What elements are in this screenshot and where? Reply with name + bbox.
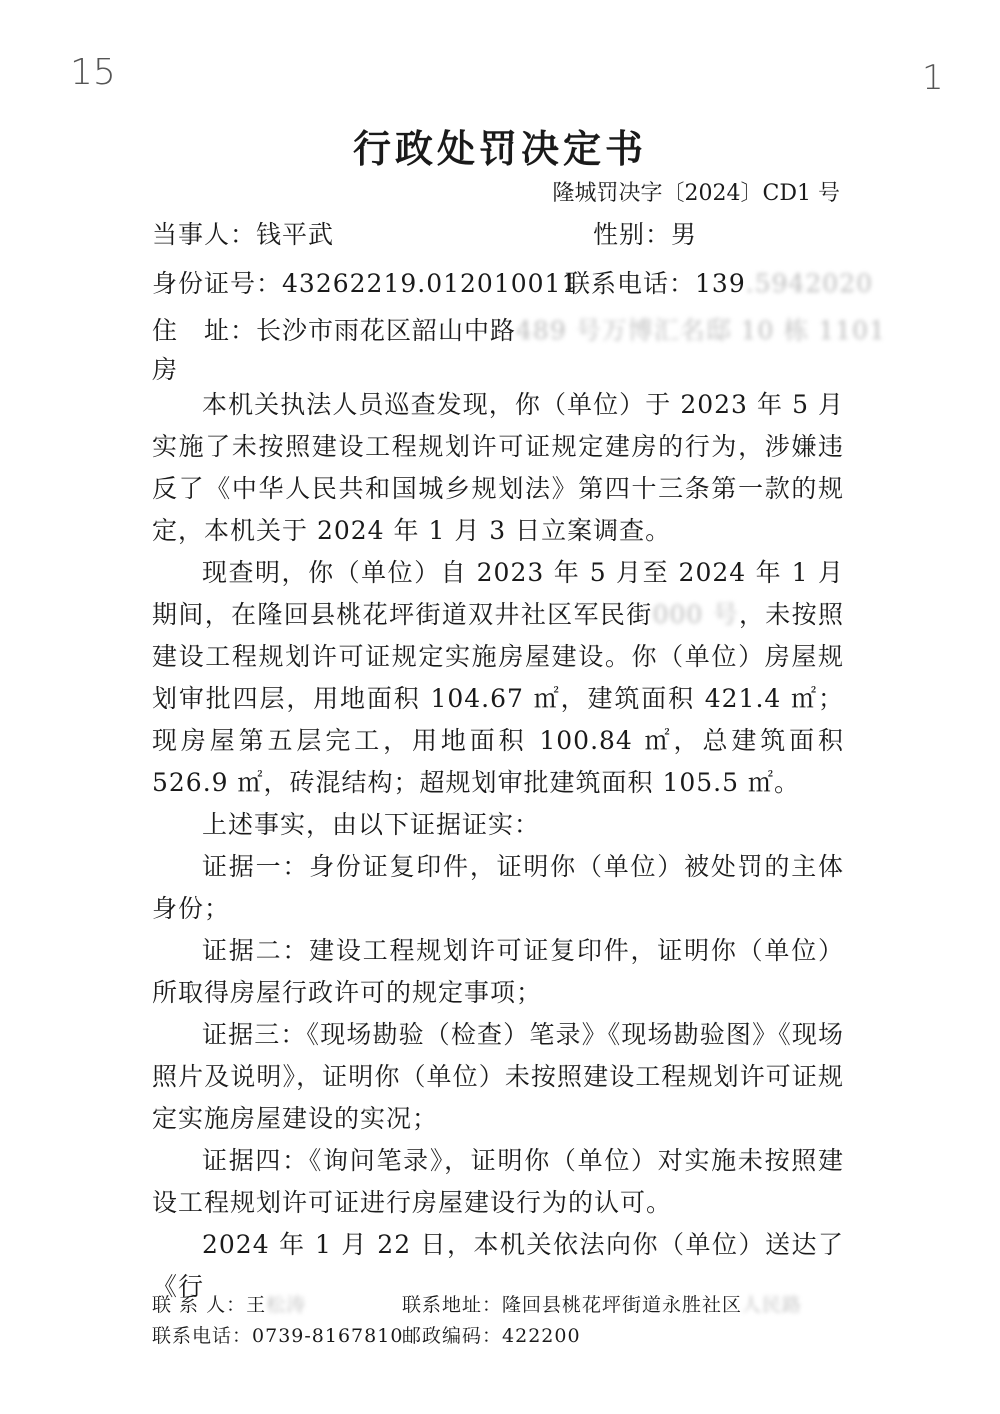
party-id-label: 身份证号： <box>152 269 283 298</box>
paragraph-inspection-finding: 本机关执法人员巡查发现，你（单位）于 2023 年 5 月实施了未按照建设工程规划许可证规定建房的行为，涉嫌违反了《中华人民共和国城乡规划法》第四十三条第一款的规定，本机关于 2024 年 1 月 3 日立案调查。 <box>152 390 844 545</box>
party-gender-label: 性别： <box>593 220 672 249</box>
footer-address-label: 联系地址： <box>402 1294 503 1316</box>
footer-contact-person <box>152 1290 306 1317</box>
party-address-continuation: 房 <box>152 355 179 384</box>
party-phone-redacted: .5942020 <box>745 269 874 298</box>
footer-address-redacted: 人民路 <box>742 1294 803 1316</box>
party-name-label: 当事人： <box>152 220 257 249</box>
party-name-value: 钱平武 <box>256 220 335 249</box>
footer-address-value: 隆回县桃花坪街道永胜社区 <box>502 1294 743 1316</box>
paragraph-service-notice: 2024 年 1 月 22 日，本机关依法向你（单位）送达了《行 <box>152 1230 844 1301</box>
footer-phone-value: 0739-8167810 <box>252 1325 404 1347</box>
party-address-value: 长沙市雨花区韶山中路 <box>256 316 517 345</box>
footer-postcode-label: 邮政编码： <box>402 1325 503 1347</box>
footer-contact-value: 王 <box>246 1294 267 1316</box>
footer-postcode-value: 422200 <box>502 1325 581 1347</box>
footer-postcode <box>402 1321 581 1348</box>
facts-text-part1: 现查明，你（单位）自 2023 年 5 月至 2024 年 1 月期间，在隆回县桃花坪街道双井社区军民街 <box>152 558 844 629</box>
paragraph-evidence-3: 证据三：《现场勘验（检查）笔录》《现场勘验图》《现场照片及说明》，证明你（单位）未按照建设工程规划许可证规定实施房屋建设的实况； <box>152 1020 844 1133</box>
paragraph-evidence-2: 证据二：建设工程规划许可证复印件，证明你（单位）所取得房屋行政许可的规定事项； <box>152 936 844 1007</box>
party-name-row <box>152 215 334 251</box>
facts-text-part2: ，未按照建设工程规划许可证规定实施房屋建设。你（单位）房屋规划审批四层，用地面积 104.67 ㎡，建筑面积 421.4 ㎡；现房屋第五层完工，用地面积 100.84 ㎡，总建筑面积 526.9 ㎡，砖混结构；超规划审批建筑面积 105.5 ㎡。 <box>152 600 844 797</box>
handwritten-page-mark-left: 15 <box>70 52 116 93</box>
footer-address <box>402 1290 802 1317</box>
document-number: 隆城罚决字〔2024〕CD1 号 <box>552 181 840 206</box>
footer-contact-redacted: 松涛 <box>266 1294 307 1316</box>
party-gender-value: 男 <box>671 220 698 249</box>
party-address-redacted: 489 号万博汇名邸 10 栋 1101 <box>516 316 886 345</box>
handwritten-page-mark-right: 1 <box>922 58 944 98</box>
footer-contact-label: 联 系 人： <box>152 1294 247 1316</box>
document-title: 行政处罚决定书 <box>352 126 647 171</box>
footer-phone-label: 联系电话： <box>152 1325 253 1347</box>
paragraph-evidence-1: 证据一：身份证复印件，证明你（单位）被处罚的主体身份； <box>152 852 844 923</box>
paragraph-evidence-intro: 上述事实，由以下证据证实： <box>202 810 541 839</box>
party-phone-value: 139 <box>695 269 746 298</box>
party-gender-row <box>593 215 697 251</box>
party-phone-row <box>565 264 873 300</box>
party-phone-label: 联系电话： <box>565 269 696 298</box>
facts-redacted-address: 000 号 <box>652 600 739 629</box>
party-id-row <box>152 264 578 300</box>
party-address-row <box>152 311 886 347</box>
paragraph-investigation-facts <box>152 552 844 804</box>
party-id-value: 43262219.012010011 <box>282 269 579 298</box>
footer-phone <box>152 1321 403 1348</box>
party-address-label: 住 址： <box>152 316 257 345</box>
paragraph-evidence-4: 证据四：《询问笔录》，证明你（单位）对实施未按照建设工程规划许可证进行房屋建设行为的认可。 <box>152 1146 844 1217</box>
